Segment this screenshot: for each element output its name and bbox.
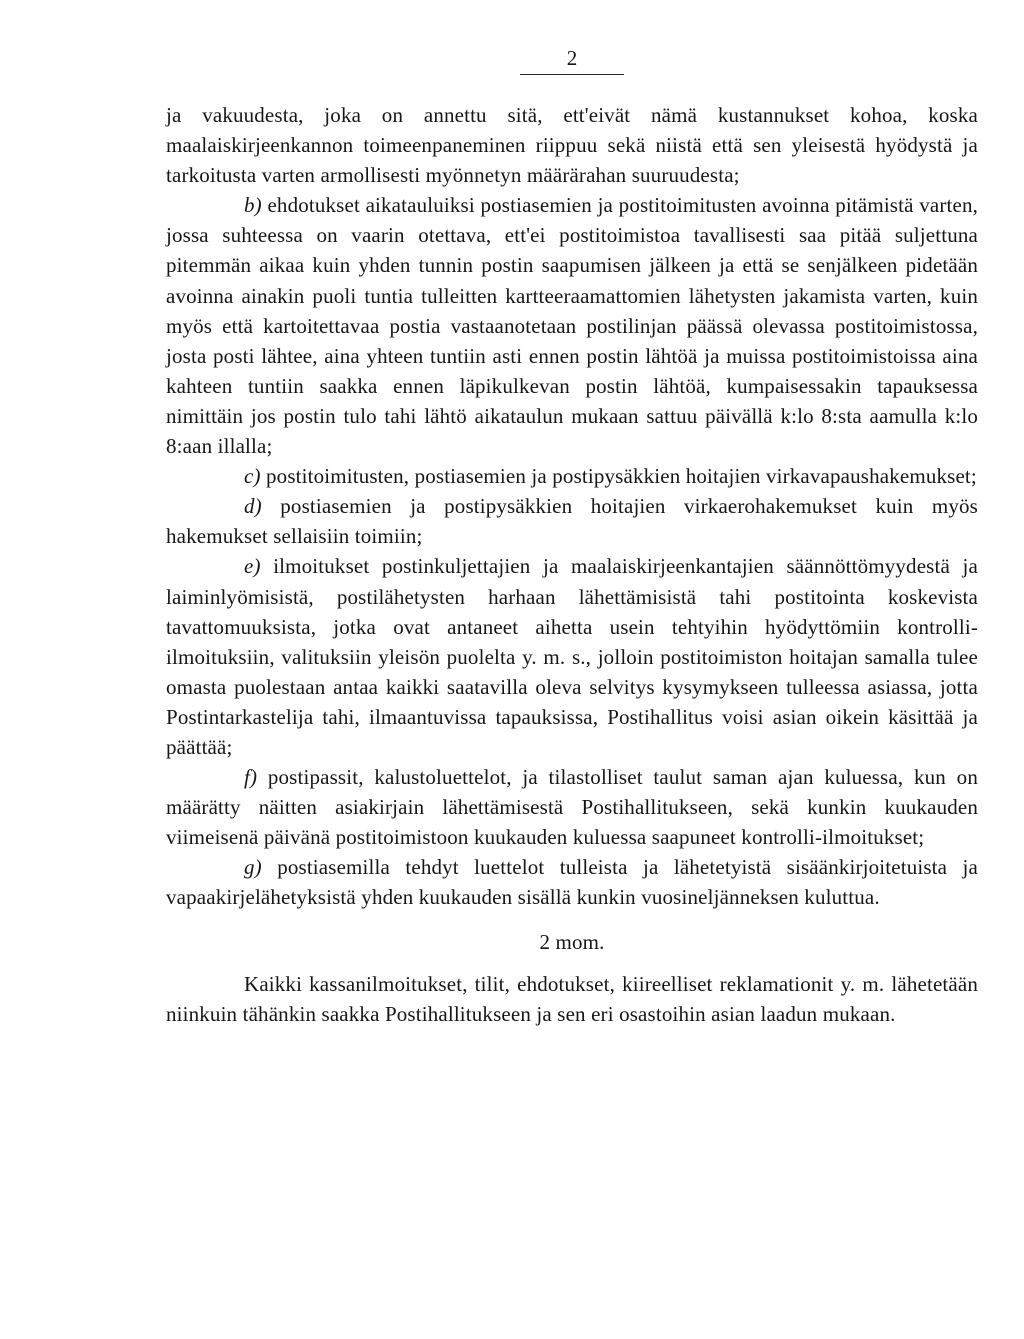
body-text xyxy=(166,100,978,1029)
item-text-b: ehdotukset aikatauluiksi postiasemien ja postitoimitusten avoinna pitämistä varten, jossa suhteessa on vaarin otettava, ett'ei postitoimistoa tavallisesti saa pitää suljettuna pitemmän aikaa kuin yhden tunnin postin saapumisen jälkeen ja että se senjälkeen pidetään avoinna ainakin puoli tuntia tulleitten kartteeraamattomien lähetysten jakamista varten, kuin myös että kartoitettavaa postia vastaanotetaan postilinjan päässä olevassa postitoimistossa, josta posti lähtee, aina yhteen tuntiin asti ennen postin lähtöä ja muissa postitoimistoissa aina kahteen tuntiin saakka ennen läpikulkevan postin lähtöä, kumpaisessakin tapauksessa nimittäin jos postin tulo tahi lähtö aikataulun mukaan sattuu päivällä k:lo 8:sta aamulla k:lo 8:aan illalla; xyxy=(166,193,978,459)
section-heading: 2 mom. xyxy=(539,929,605,954)
item-text-d: postiasemien ja postipysäkkien hoitajien virkaerohakemukset kuin myös hakemukset sellaisiin toimiin; xyxy=(166,494,978,549)
item-letter-d: d) xyxy=(244,494,262,519)
paragraph-d xyxy=(166,491,978,551)
item-letter-g: g) xyxy=(244,855,262,880)
item-text-c: postitoimitusten, postiasemien ja postipysäkkien hoitajien virkavapaushakemukset; xyxy=(260,464,977,489)
item-letter-c: c) xyxy=(244,464,261,489)
paragraph-c xyxy=(166,461,978,491)
paragraph-intro: ja vakuudesta, joka on annettu sitä, ett'eivät nämä kustannukset kohoa, koska maalaiskirjeenkannon toimeenpaneminen riippuu sekä niistä että sen yleisestä hyödystä ja tarkoitusta varten armollisesti myönnetyn määrärahan suuruudesta; xyxy=(166,103,978,188)
page-number: 2 xyxy=(566,46,578,70)
header-rule xyxy=(520,74,624,75)
paragraph-e xyxy=(166,551,978,762)
item-text-g: postiasemilla tehdyt luettelot tulleista ja lähetetyistä sisäänkirjoitetuista ja vapaakirjelähetyksistä yhden kuukauden sisällä kunkin vuosineljänneksen kuluttua. xyxy=(166,855,978,910)
item-text-e: ilmoitukset postinkuljettajien ja maalaiskirjeenkantajien säännöttömyydestä ja laiminlyömisistä, postilähetysten harhaan lähettämisistä tahi postitointa koskevista tavattomuuksista, jotka ovat antaneet aihetta usein tehtyihin hyödyttömiin kontrolli-ilmoituksiin, valituksiin yleisön puolelta y. m. s., jolloin postitoimiston hoitajan samalla tulee omasta puolestaan antaa kaikki saatavilla oleva selvitys kysymykseen tulleessa asiassa, jotta Postintarkastelija tahi, ilmaantuvissa tapauksissa, Postihallitus voisi asian oikein käsittää ja päättää; xyxy=(166,554,978,759)
item-letter-f: f) xyxy=(244,765,258,790)
paragraph-closing: Kaikki kassanilmoitukset, tilit, ehdotukset, kiireelliset reklamationit y. m. lähetetään niinkuin tähänkin saakka Postihallitukseen ja sen eri osastoihin asian laadun mukaan. xyxy=(166,971,978,1026)
item-letter-b: b) xyxy=(244,193,262,218)
paragraph-b xyxy=(166,190,978,461)
paragraph-g xyxy=(166,852,978,912)
item-text-f: postipassit, kalustoluettelot, ja tilastolliset taulut saman ajan kuluessa, kun on määrätty näitten asiakirjain lähettämisestä Postihallitukseen, sekä kunkin kuukauden viimeisenä päivänä postitoimistoon kuukauden kuluessa saapuneet kontrolli-ilmoitukset; xyxy=(166,765,978,850)
item-letter-e: e) xyxy=(244,554,261,579)
paragraph-f xyxy=(166,762,978,852)
